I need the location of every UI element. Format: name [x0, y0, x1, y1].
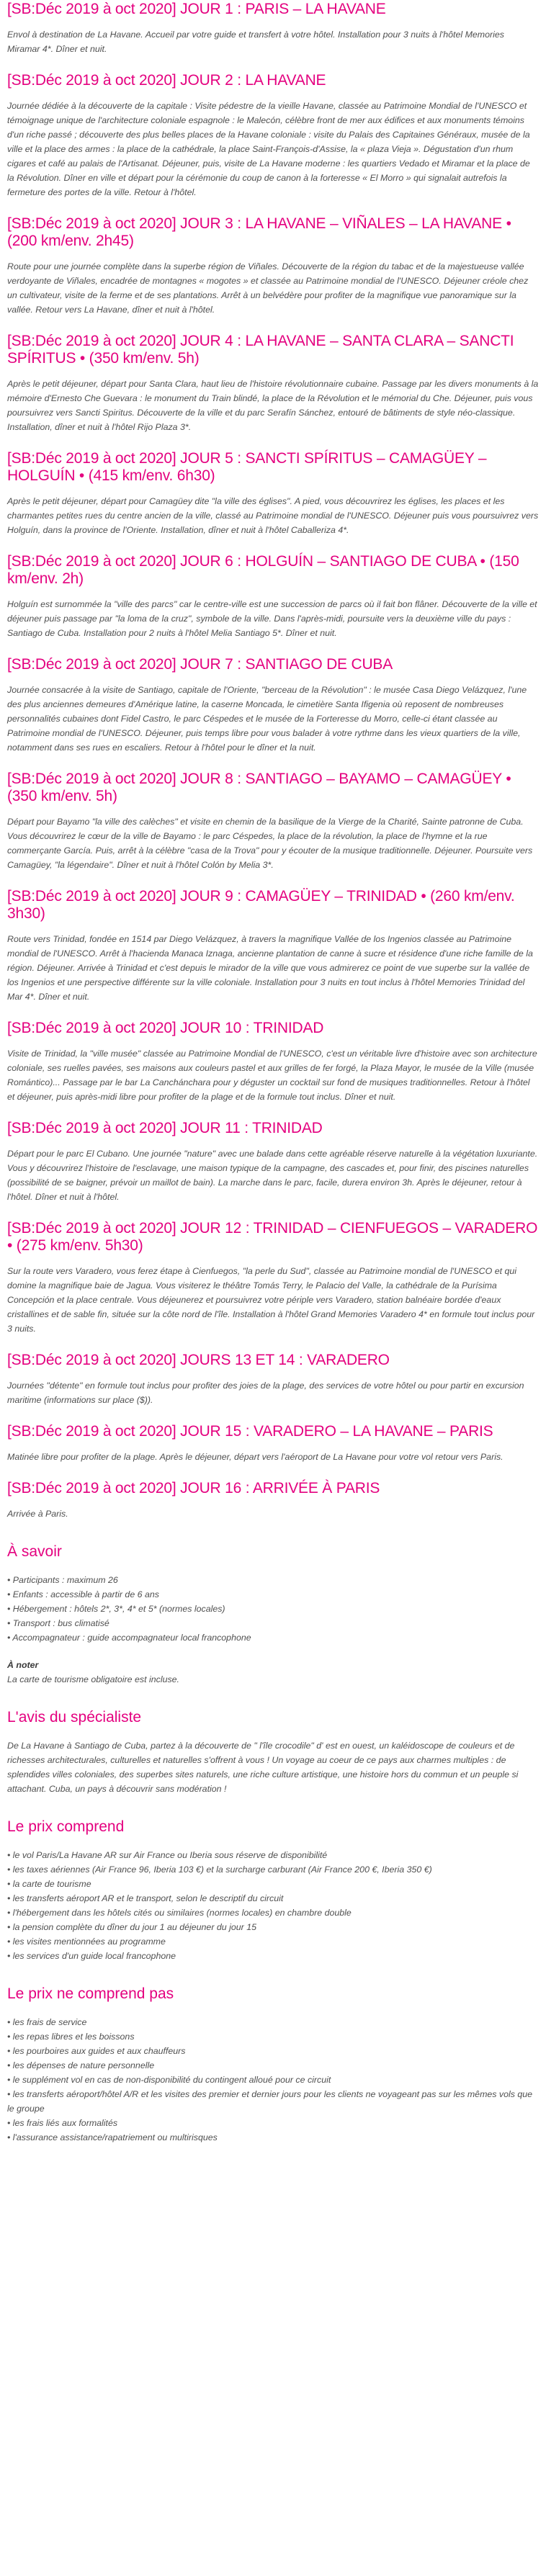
- ne-comprend-pas-item: • les pourboires aux guides et aux chauffeurs: [7, 2046, 186, 2056]
- day-description: Après le petit déjeuner, départ pour Santa Clara, haut lieu de l'histoire révolutionnaire cubaine. Passage par les divers monuments à la mémoire d'Ernesto Che Guevara : le monument du Train blindé, la place de la Révolution et le mémorial du Che. Déjeuner, puis vous poursuivrez vers Sancti Spiritus. Découverte de la ville et du parc Serafín Sánchez, entouré de bâtiments de style néo-classique. Installation, dîner et nuit à l'hôtel Rijo Plaza 3*.: [7, 379, 539, 432]
- day-section: [7, 1120, 539, 1204]
- day-section: [7, 1020, 539, 1104]
- comprend-title: Le prix comprend: [7, 1818, 125, 1835]
- day-description: Arrivée à Paris.: [7, 1509, 68, 1519]
- comprend-item: • les services d'un guide local francophone: [7, 1951, 176, 1961]
- day-description: Journée consacrée à la visite de Santiago, capitale de l'Oriente, "berceau de la Révolution" : le musée Casa Diego Velázquez, l'une des plus anciennes demeures d'Amérique latine, la caserne Moncada, le cimetière Santa Ifigenia où reposent de nombreuses personnalités cubaines dont Fidel Castro, le parc Céspedes et le musée de la Forteresse du Morro, celle-ci étant classée au Patrimoine mondial de l'UNESCO. Déjeuner, puis temps libre pour vous balader à votre rythme dans les vieux quartiers de la ville, notamment dans ses rues en escaliers. Retour à l'hôtel pour le dîner et la nuit.: [7, 685, 527, 753]
- day-section: [7, 888, 539, 1004]
- day-section: [7, 1220, 539, 1336]
- day-title: [SB:Déc 2019 à oct 2020] JOUR 10 : TRINIDAD: [7, 1020, 324, 1036]
- comprend-item: • la pension complète du dîner du jour 1 au déjeuner du jour 15: [7, 1922, 257, 1932]
- day-description: Route pour une journée complète dans la superbe région de Viñales. Découverte de la région du tabac et de la majestueuse vallée verdoyante de Viñales, encadrée de montagnes « mogotes » et classée au Patrimoine mondial de l'UNESCO. Déjeuner créole chez un cultivateur, visite de la ferme et de ses plantations. Arrêt à un belvédère pour profiter de la magnifique vue panoramique sur la vallée. Retour vers La Havane, dîner et nuit à l'hôtel.: [7, 261, 529, 315]
- day-description: Matinée libre pour profiter de la plage. Après le déjeuner, départ vers l'aéroport de La Havane pour votre vol retour vers Paris.: [7, 1452, 504, 1462]
- day-description: Journées "détente" en formule tout inclus pour profiter des joies de la plage, des services de votre hôtel ou pour partir en excursion maritime (informations sur place ($)).: [7, 1381, 524, 1405]
- day-description: Route vers Trinidad, fondée en 1514 par Diego Velázquez, à travers la magnifique Vallée de los Ingenios classée au Patrimoine mondial de l'UNESCO. Arrêt à l'hacienda Manaca Iznaga, ancienne plantation de canne à sucre et résidence d'une riche famille de la région. Déjeuner. Arrivée à Trinidad et c'est depuis le mirador de la ville que vous admirerez ce point de vue superbe sur la vallée de los Ingenios et une perspective différente sur la ville coloniale. Installation pour 3 nuits en tout inclus à l'hôtel Memories Trinidad del Mar 4*. Dîner et nuit.: [7, 934, 533, 1002]
- savoir-list: [7, 1573, 539, 1645]
- ne-comprend-pas-item: • les repas libres et les boissons: [7, 2032, 135, 2042]
- ne-comprend-pas-item: • le supplément vol en cas de non-disponibilité du contingent alloué pour ce circuit: [7, 2075, 331, 2085]
- day-title: [SB:Déc 2019 à oct 2020] JOURS 13 ET 14 : VARADERO: [7, 1352, 390, 1368]
- day-title: [SB:Déc 2019 à oct 2020] JOUR 11 : TRINIDAD: [7, 1120, 323, 1136]
- comprend-item: • le vol Paris/La Havane AR sur Air France ou Iberia sous réserve de disponibilité: [7, 1850, 328, 1860]
- day-section: [7, 72, 539, 199]
- ne-comprend-pas-item: • les dépenses de nature personnelle: [7, 2060, 155, 2070]
- day-title: [SB:Déc 2019 à oct 2020] JOUR 9 : CAMAGÜEY – TRINIDAD • (260 km/env. 3h30): [7, 888, 515, 922]
- day-title: [SB:Déc 2019 à oct 2020] JOUR 2 : LA HAVANE: [7, 72, 326, 89]
- ne-comprend-pas-title: Le prix ne comprend pas: [7, 1985, 174, 2002]
- comprend-item: • les visites mentionnées au programme: [7, 1937, 166, 1947]
- ne-comprend-pas-item: • les transferts aéroport/hôtel A/R et les visites des premier et dernier jours pour les clients ne voyageant pas sur les mêmes vols que le groupe: [7, 2089, 533, 2114]
- day-section: [7, 1, 539, 56]
- savoir-item: • Transport : bus climatisé: [7, 1618, 109, 1628]
- day-section: [7, 1352, 539, 1407]
- day-title: [SB:Déc 2019 à oct 2020] JOUR 5 : SANCTI SPÍRITUS – CAMAGÜEY – HOLGUÍN • (415 km/env. 6h30): [7, 450, 487, 484]
- day-description: Holguín est surnommée la "ville des parcs" car le centre-ville est une succession de parcs où il fait bon flâner. Découverte de la ville et déjeuner puis passage par "la loma de la cruz", symbole de la ville. Dans l'après-midi, poursuite vers la deuxième ville du pays : Santiago de Cuba. Installation pour 2 nuits à l'hôtel Melia Santiago 5*. Dîner et nuit.: [7, 599, 537, 638]
- day-description: Journée dédiée à la découverte de la capitale : Visite pédestre de la vieille Havane, classée au Patrimoine Mondial de l'UNESCO et témoignage unique de l'architecture coloniale espagnole : le Malecón, célèbre front de mer aux édifices et aux monuments témoins d'un riche passé ; découverte des plus belles places de la Havane coloniale : visite du Palais des Capitaines Généraux, musée de la ville et la place des armes : la place de la cathédrale, la place Saint-François-d'Assise, la « plaza Vieja ». Dégustation d'un rhum cigares et café au palais de l'Artisanat. Déjeuner, puis, visite de La Havane moderne : les quartiers Vedado et Miramar et la place de la Révolution. Dîner en ville et départ pour la cérémonie du coup de canon à la forteresse « El Morro » qui signalait autrefois la fermeture des portes de la ville. Retour à l'hôtel.: [7, 101, 530, 197]
- day-description: Après le petit déjeuner, départ pour Camagüey dite "la ville des églises". A pied, vous découvrirez les églises, les places et les charmantes petites rues du centre ancien de la ville, classé au Patrimoine mondial de l'UNESCO. Déjeuner puis vous poursuivrez vers Holguín, dans la province de l'Oriente. Installation, dîner et nuit à l'hôtel Caballeriza 4*.: [7, 496, 539, 535]
- note-title: À noter: [7, 1660, 39, 1670]
- day-description: Envol à destination de La Havane. Accueil par votre guide et transfert à votre hôtel. Installation pour 3 nuits à l'hôtel Memories Miramar 4*. Dîner et nuit.: [7, 30, 504, 54]
- day-title: [SB:Déc 2019 à oct 2020] JOUR 7 : SANTIAGO DE CUBA: [7, 656, 393, 673]
- day-description: Sur la route vers Varadero, vous ferez étape à Cienfuegos, "la perle du Sud", classée au Patrimoine mondial de l'UNESCO et qui domine la magnifique baie de Jagua. Vous visiterez le théâtre Tomás Terry, le Palacio del Valle, la cathédrale de la Purísima Concepción et la place centrale. Vous déjeunerez et poursuivrez votre périple vers Varadero, station balnéaire bordée d'eaux cristallines et de sable fin, située sur la côte nord de l'île. Installation à l'hôtel Grand Memories Varadero 4* en formule tout inclus pour 3 nuits.: [7, 1266, 535, 1334]
- day-title: [SB:Déc 2019 à oct 2020] JOUR 12 : TRINIDAD – CIENFUEGOS – VARADERO • (275 km/env. 5h30): [7, 1220, 538, 1254]
- specialiste-text: De La Havane à Santiago de Cuba, partez à la découverte de " l'île crocodile" d' est en ouest, un kaléidoscope de couleurs et de richesses architecturales, culturelles et naturelles s'offrent à vous ! Un voyage au coeur de ce pays aux charmes multiples : de splendides villes coloniales, des superbes sites naturels, une riche culture artistique, une histoire hors du commun et un peuple si attachant. Cuba, un pays à découvrir sans modération !: [7, 1741, 519, 1794]
- day-title: [SB:Déc 2019 à oct 2020] JOUR 8 : SANTIAGO – BAYAMO – CAMAGÜEY • (350 km/env. 5h): [7, 771, 511, 804]
- note-text: La carte de tourisme obligatoire est incluse.: [7, 1674, 179, 1684]
- itinerary: [7, 1, 539, 1521]
- savoir-item: • Enfants : accessible à partir de 6 ans: [7, 1589, 159, 1599]
- ne-comprend-pas-list: [7, 2015, 539, 2145]
- savoir-item: • Accompagnateur : guide accompagnateur local francophone: [7, 1633, 251, 1643]
- day-title: [SB:Déc 2019 à oct 2020] JOUR 3 : LA HAVANE – VIÑALES – LA HAVANE • (200 km/env. 2h45): [7, 215, 511, 249]
- savoir-item: • Hébergement : hôtels 2*, 3*, 4* et 5* (normes locales): [7, 1604, 225, 1614]
- day-section: [7, 215, 539, 317]
- comprend-item: • la carte de tourisme: [7, 1879, 91, 1889]
- day-title: [SB:Déc 2019 à oct 2020] JOUR 1 : PARIS – LA HAVANE: [7, 1, 386, 17]
- comprend-list: [7, 1848, 539, 1963]
- day-section: [7, 553, 539, 640]
- ne-comprend-pas-item: • les frais de service: [7, 2017, 87, 2027]
- day-section: [7, 1480, 539, 1521]
- ne-comprend-pas-item: • les frais liés aux formalités: [7, 2118, 118, 2128]
- day-title: [SB:Déc 2019 à oct 2020] JOUR 16 : ARRIVÉE À PARIS: [7, 1480, 380, 1496]
- savoir-title: À savoir: [7, 1543, 62, 1560]
- comprend-item: • les taxes aériennes (Air France 96, Iberia 103 €) et la surcharge carburant (Air France 200 €, Iberia 350 €): [7, 1864, 432, 1875]
- day-section: [7, 450, 539, 537]
- comprend-item: • l'hébergement dans les hôtels cités ou similaires (normes locales) en chambre double: [7, 1908, 352, 1918]
- day-description: Départ pour Bayamo "la ville des calèches" et visite en chemin de la basilique de la Vierge de la Charité, Sainte patronne de Cuba. Vous découvrirez le cœur de la ville de Bayamo : le parc Céspedes, la place de la révolution, la place de l'hymne et la rue commerçante García. Puis, arrêt à la célèbre "casa de la Trova" pour y écouter de la musique traditionnelle. Déjeuner. Poursuite vers Camagüey, "la légendaire". Dîner et nuit à l'hôtel Colón by Melia 3*.: [7, 817, 533, 870]
- day-title: [SB:Déc 2019 à oct 2020] JOUR 4 : LA HAVANE – SANTA CLARA – SANCTI SPÍRITUS • (350 km/env. 5h): [7, 333, 514, 367]
- comprend-item: • les transferts aéroport AR et le transport, selon le descriptif du circuit: [7, 1893, 284, 1903]
- savoir-item: • Participants : maximum 26: [7, 1575, 118, 1585]
- day-section: [7, 771, 539, 872]
- day-title: [SB:Déc 2019 à oct 2020] JOUR 15 : VARADERO – LA HAVANE – PARIS: [7, 1423, 493, 1440]
- day-description: Départ pour le parc El Cubano. Une journée "nature" avec une balade dans cette agréable réserve naturelle à la végétation luxuriante. Vous y découvrirez l'histoire de l'esclavage, une maison typique de la campagne, des cascades et, pour finir, des piscines naturelles (possibilité de se baigner, prévoir un maillot de bain). La marche dans le parc, facile, durera environ 3h. Après le déjeuner, retour à l'hôtel. Dîner et nuit à l'hôtel.: [7, 1149, 538, 1202]
- specialiste-title: L'avis du spécialiste: [7, 1709, 142, 1725]
- ne-comprend-pas-item: • l'assurance assistance/rapatriement ou multirisques: [7, 2132, 218, 2142]
- day-description: Visite de Trinidad, la "ville musée" classée au Patrimoine Mondial de l'UNESCO, c'est un véritable livre d'histoire avec son architecture coloniale, ses ruelles pavées, ses maisons aux couleurs pastel et aux grilles de fer forgé, la Plaza Mayor, le musée de la Ville (musée Romántico)... Passage par le bar La Canchánchara pour y déguster un cocktail sur fond de musiques traditionnelles. Retour à l'hôtel et déjeuner, puis après-midi libre pour profiter de la plage et de la formule tout inclus. Dîner et nuit.: [7, 1049, 537, 1102]
- day-title: [SB:Déc 2019 à oct 2020] JOUR 6 : HOLGUÍN – SANTIAGO DE CUBA • (150 km/env. 2h): [7, 553, 519, 587]
- day-section: [7, 656, 539, 755]
- day-section: [7, 333, 539, 434]
- day-section: [7, 1423, 539, 1464]
